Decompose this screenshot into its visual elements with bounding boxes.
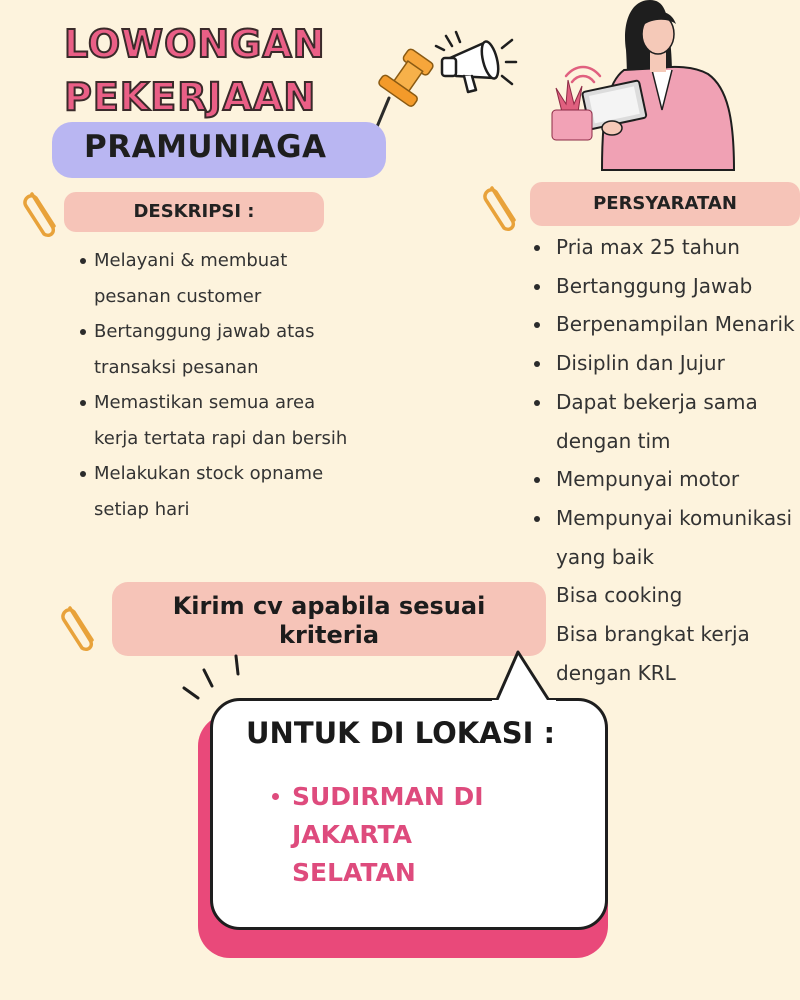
paperclip-icon bbox=[482, 180, 526, 236]
requirement-item bbox=[532, 615, 795, 692]
description-item-line: Melakukan stock opname bbox=[94, 463, 324, 484]
location-item-line: SUDIRMAN DI bbox=[292, 782, 484, 811]
requirement-item bbox=[532, 305, 795, 344]
role-title: PRAMUNIAGA bbox=[84, 129, 327, 165]
requirement-item-line: Bisa cooking bbox=[556, 583, 683, 608]
description-list bbox=[80, 243, 347, 527]
cta-line: Kirim cv apabila sesuai bbox=[172, 592, 486, 620]
description-item-line: Memastikan semua area bbox=[94, 392, 316, 413]
description-item bbox=[80, 314, 347, 385]
requirements-heading: PERSYARATAN bbox=[530, 182, 800, 226]
requirement-item-line: yang baik bbox=[556, 544, 654, 569]
location-heading: UNTUK DI LOKASI : bbox=[246, 716, 556, 750]
requirement-item-line: Mempunyai motor bbox=[556, 467, 740, 492]
potted-plant-icon bbox=[552, 80, 592, 140]
location-item-line: JAKARTA bbox=[292, 820, 412, 849]
woman-with-laptop-illustration bbox=[538, 0, 738, 180]
requirements-list bbox=[532, 228, 795, 692]
requirement-item-line: dengan tim bbox=[556, 428, 671, 453]
description-item bbox=[80, 456, 347, 527]
requirement-item bbox=[532, 344, 795, 383]
title-line-1: LOWONGAN bbox=[64, 22, 326, 66]
description-item-line: Melayani & membuat bbox=[94, 250, 288, 271]
description-item-line: transaksi pesanan bbox=[94, 356, 259, 378]
requirement-item bbox=[532, 228, 795, 267]
requirement-item-line: Mempunyai komunikasi bbox=[556, 505, 793, 530]
requirement-item-line: Berpenampilan Menarik bbox=[556, 312, 795, 337]
paperclip-icon bbox=[22, 186, 66, 242]
requirement-item bbox=[532, 576, 795, 615]
location-item bbox=[272, 778, 484, 892]
requirement-item-line: dengan KRL bbox=[556, 660, 676, 685]
requirement-item-line: Pria max 25 tahun bbox=[556, 235, 740, 259]
requirement-item bbox=[532, 383, 795, 460]
paperclip-icon bbox=[60, 600, 104, 656]
description-item bbox=[80, 243, 347, 314]
wifi-signal-icon bbox=[566, 67, 600, 82]
description-item-line: pesanan customer bbox=[94, 285, 262, 307]
requirement-item bbox=[532, 267, 795, 306]
description-item-line: Bertanggung jawab atas bbox=[94, 321, 315, 342]
description-item bbox=[80, 385, 347, 456]
description-item-line: kerja tertata rapi dan bersih bbox=[94, 427, 348, 449]
requirement-item-line: Bisa brangkat kerja bbox=[556, 622, 750, 647]
requirement-item bbox=[532, 460, 795, 499]
cta-line: kriteria bbox=[278, 621, 380, 649]
location-list bbox=[272, 778, 484, 892]
description-heading: DESKRIPSI : bbox=[64, 192, 324, 232]
description-item-line: setiap hari bbox=[94, 498, 190, 520]
megaphone-icon bbox=[428, 26, 518, 106]
requirement-item-line: Disiplin dan Jujur bbox=[556, 351, 725, 376]
title-line-2: PEKERJAAN bbox=[64, 75, 317, 119]
requirement-item-line: Dapat bekerja sama bbox=[556, 389, 758, 414]
speech-bubble-tail bbox=[492, 650, 556, 704]
cta-text bbox=[112, 592, 546, 650]
requirement-item bbox=[532, 499, 795, 576]
location-item-line: SELATAN bbox=[292, 858, 416, 887]
requirement-item-line: Bertanggung Jawab bbox=[556, 273, 753, 298]
